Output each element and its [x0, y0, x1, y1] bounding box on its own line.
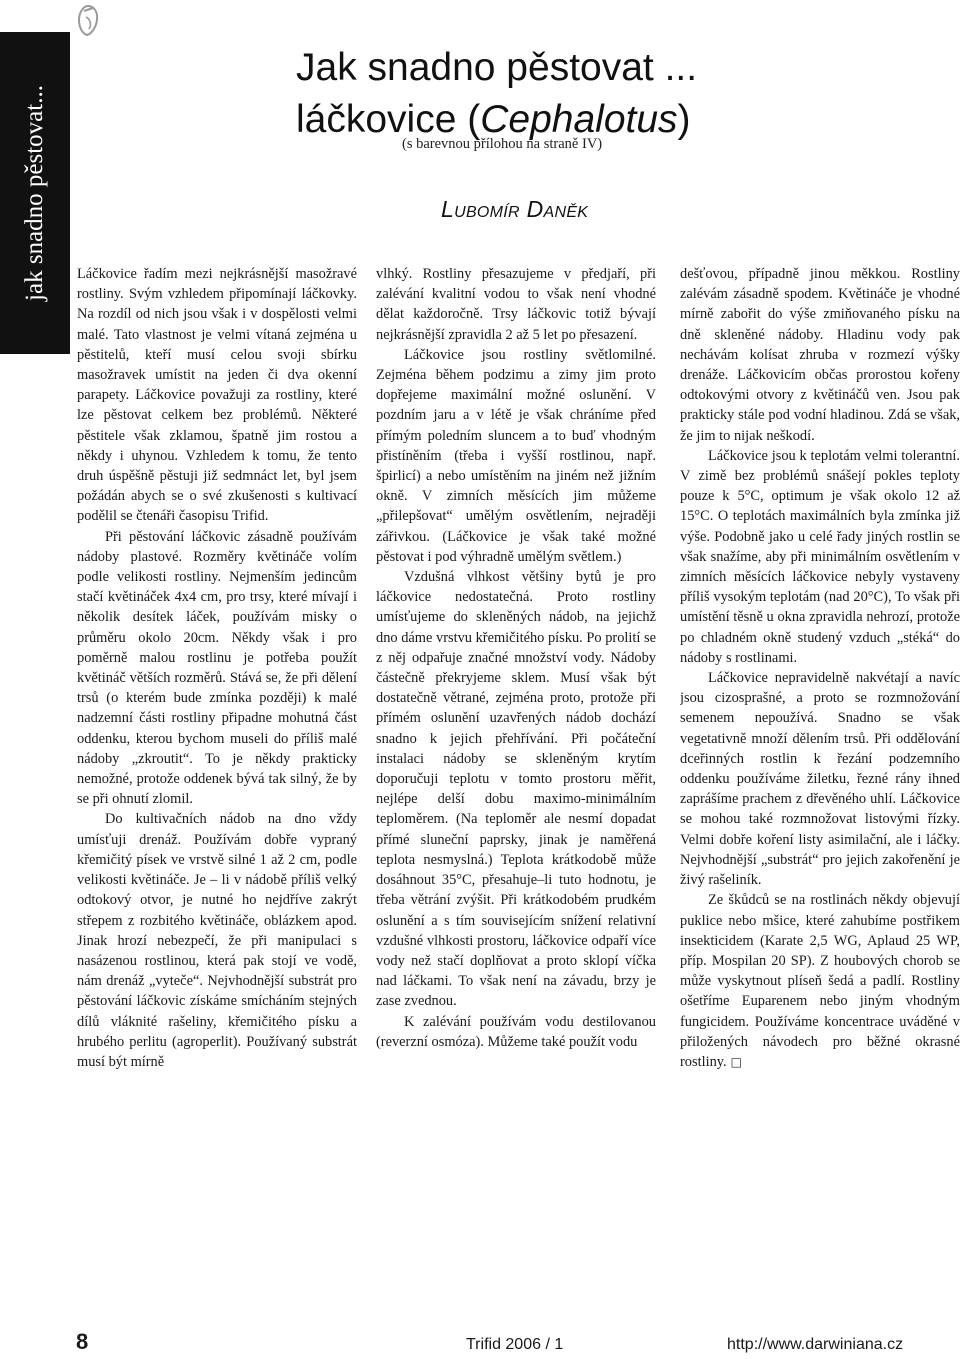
trifid-logo-icon — [74, 2, 102, 38]
paragraph: Láčkovice řadím mezi nejkrásnější masožravé rostliny. Svým vzhledem připomínají láčkovky. Na rozdíl od nich jsou však i v dospělosti velmi malé. Tato vlastnost je velmi vítaná zejména u pěstitelů, kteří musí celou svoji sbírku masožravek umístit na jeden či dva okenní parapety. Láčkovice považuji za rostliny, které lze pěstovat celkem bez problémů. Některé pěstitele však zklamou, špatně jim rostou a někdy i uhynou. Vzhledem k tomu, že tento druh úspěšně pěstuji již sedmnáct let, byl jsem požádán abych se o své zkušenosti s kultivací podělil se čtenáři časopisu Trifid. — [77, 266, 357, 525]
text-column-3 — [680, 264, 960, 1326]
title-line-1: Jak snadno pěstovat ... — [296, 46, 698, 89]
side-tab-label: jak snadno pěstovat... — [21, 85, 48, 301]
paragraph: K zalévání používám vodu destilovanou (reverzní osmóza). Můžeme také použít vodu — [376, 1013, 656, 1050]
paragraph: Láčkovice jsou rostliny světlomilné. Zejména během podzimu a zimy jim proto dopřejeme maximální možné oslunění. V pozdním jaru a v létě je však chráníme před přímým poledním sluncem a to buď vhodným přistíněním (třeba i vyšší rostlinou, např. špirlicí) a nebo umístěním na jiném než jižním okně. V zimních měsících jim můžeme „přilepšovat“ umělým osvětlením, nejraději zářivkou. (Láčkovice je však také možné pěstovat i pod výhradně umělým světlem.) — [376, 346, 656, 565]
website-url: http://www.darwiniana.cz — [727, 1336, 904, 1353]
paragraph: Vzdušná vlhkost většiny bytů je pro láčkovice nedostatečná. Proto rostliny umísťujeme do skleněných nádob, na jejichž dno dáme vrstvu křemičitého písku. Po prolití se z něj odpařuje značné množství vody. Nádoby částečně překryjeme sklem. Musí však být dostatečně větrané, zejména proto, protože při přímém oslunění uzavřených nádob dochází snadno k jejich přehřívání. Při počáteční instalaci nádoby se skleněným krytím doporučuji teplotu v tomto prostoru měřit, nejlépe delší dobu maximo-minimálním teploměrem. (Na teploměr ale nesmí dopadat přímé sluneční paprsky, jinak je naměřená teplota nesmyslná.) Teplota krátkodobě může dosáhnout 35°C, přesahuje–li tuto hodnotu, je třeba větrání zvýšit. Při krátkodobém prudkém oslunění a s tím souvisejícím snížení relativní vzdušné vlhkosti prostoru, láčkovice odpaří více vody než stačí doplňovat a proto sklopí víčka nad láčkami. To však není na závadu, brzy je zase zvednou. — [376, 569, 656, 1010]
page-number: 8 — [76, 1329, 89, 1354]
paragraph: Při pěstování láčkovic zásadně používám nádoby plastové. Rozměry květináče volím podle velikosti rostliny. Nejmenším jedincům stačí květináček 4x4 cm, pro trsy, které mívají i několik desítek láček, používám misky o průměru okolo 20cm. Někdy však i pro poměrně malou rostlinu je potřeba použít květináč větších rozměrů. Stává se, že při dělení trsů (o kterém bude zmínka později) k malé nadzemní části rostliny připadne mohutná část oddenku, kterou bychom museli do příliš malé nádoby „zkroutit“. To je někdy prakticky nemožné, protože oddenek bývá tak silný, že by se při ohnutí zlomil. — [77, 528, 357, 808]
paragraph: Do kultivačních nádob na dno vždy umísťuji drenáž. Používám dobře vypraný křemičitý písek ve vrstvě silné 1 až 2 cm, podle velikosti květináče. Je – li v nádobě příliš velký odtokový otvor, je nutné ho nejdříve zakrýt střepem z rozbitého květináče, oblázkem apod. Jinak hrozí nebezpečí, že při manipulaci s nasázenou rostlinou, která pak stojí ve vodě, nám drenáž „vyteče“. Nejvhodnější substrát pro pěstování láčkovic získáme smícháním stejných dílů vláknité rašeliny, křemičitého písku a hrubého perlitu (agroperlit). Používaný substrát musí být mírně — [77, 811, 357, 1070]
paragraph: vlhký. Rostliny přesazujeme v předjaří, při zalévání kvalitní vodou to však není vhodné dělat každoročně. Trsy láčkovic totiž bývají nejkrásnější zpravidla 2 až 5 let po přesazení. — [376, 266, 656, 343]
title-line-2-suffix: ) — [677, 98, 691, 141]
side-tab — [0, 32, 70, 354]
article-subtitle: (s barevnou přílohou na straně IV) — [402, 136, 603, 152]
paragraph: Láčkovice nepravidelně nakvétají a navíc jsou cizosprašné, a proto se rozmnožování semenem nepoužívá. Snadno se však vegetativně množí dělením trsů. Při oddělování dceřinných rostlin k řezání podzemního oddenku používáme žiletku, řezné rány ihned zaprášíme prachem z dřevěného uhlí. Láčkovice se mohou také rozmnožovat listovými řízky. Velmi dobře koření listy asimilační, ale i láčky. Nejvhodnější „substrát“ pro jejich zakořenění je živý rašeliník. — [680, 670, 960, 889]
text-column-2 — [376, 264, 656, 1326]
article-author: Lubomír Daněk — [441, 196, 589, 222]
paragraph-text: Ze škůdců se na rostlinách někdy objevují puklice nebo mšice, které zahubíme postřikem insekticidem (Karate 2,5 WG, Aplaud 25 WP, příp. Mospilan 20 SP). Z houbových chorob se může vyskytnout plíseň šedá a padlí. Rostliny ošetříme Euparenem nebo jiným vhodným fungicidem. Používáme koncentrace uváděné v přiložených návodech pro běžné okrasné rostliny. — [680, 892, 960, 1070]
article-title — [296, 42, 936, 146]
text-column-1 — [77, 264, 357, 1326]
title-line-2-prefix: láčkovice ( — [296, 98, 481, 141]
title-latin-name: Cephalotus — [480, 98, 678, 141]
paragraph: Láčkovice jsou k teplotám velmi tolerantní. V zimě bez problémů snášejí pokles teploty pouze k 5°C, optimum je však okolo 12 až 15°C. O teplotách maximálních byla zmínka již výše. Podobně jako u celé řady jiných rostlin se však snažíme, aby při minimálním osvětlením v zimních měsících láčkovice nebyly vystaveny příliš vysokým teplotám (nad 20°C), To však při umístění těsně u okna zpravidla nehrozí, protože po chladném okně studený vzduch „stéká“ do nádoby s rostlinami. — [680, 447, 960, 666]
journal-issue: Trifid 2006 / 1 — [466, 1336, 564, 1353]
paragraph: dešťovou, případně jinou měkkou. Rostliny zalévám zásadně spodem. Květináče je vhodné mírně zabořit do výše zmiňovaného písku na dně skleněné nádoby. Hladinu vody pak nechávám kolísat zhruba v rozmezí výšky drenáže. Láčkovicím občas prorostou kořeny odtokovými otvory z květináčů ven. Jsou pak prakticky stále pod vodní hladinou. Zdá se však, že jim to nijak neškodí. — [680, 266, 960, 444]
end-of-article-square-icon: □ — [730, 1054, 742, 1069]
paragraph-last — [680, 890, 960, 1072]
